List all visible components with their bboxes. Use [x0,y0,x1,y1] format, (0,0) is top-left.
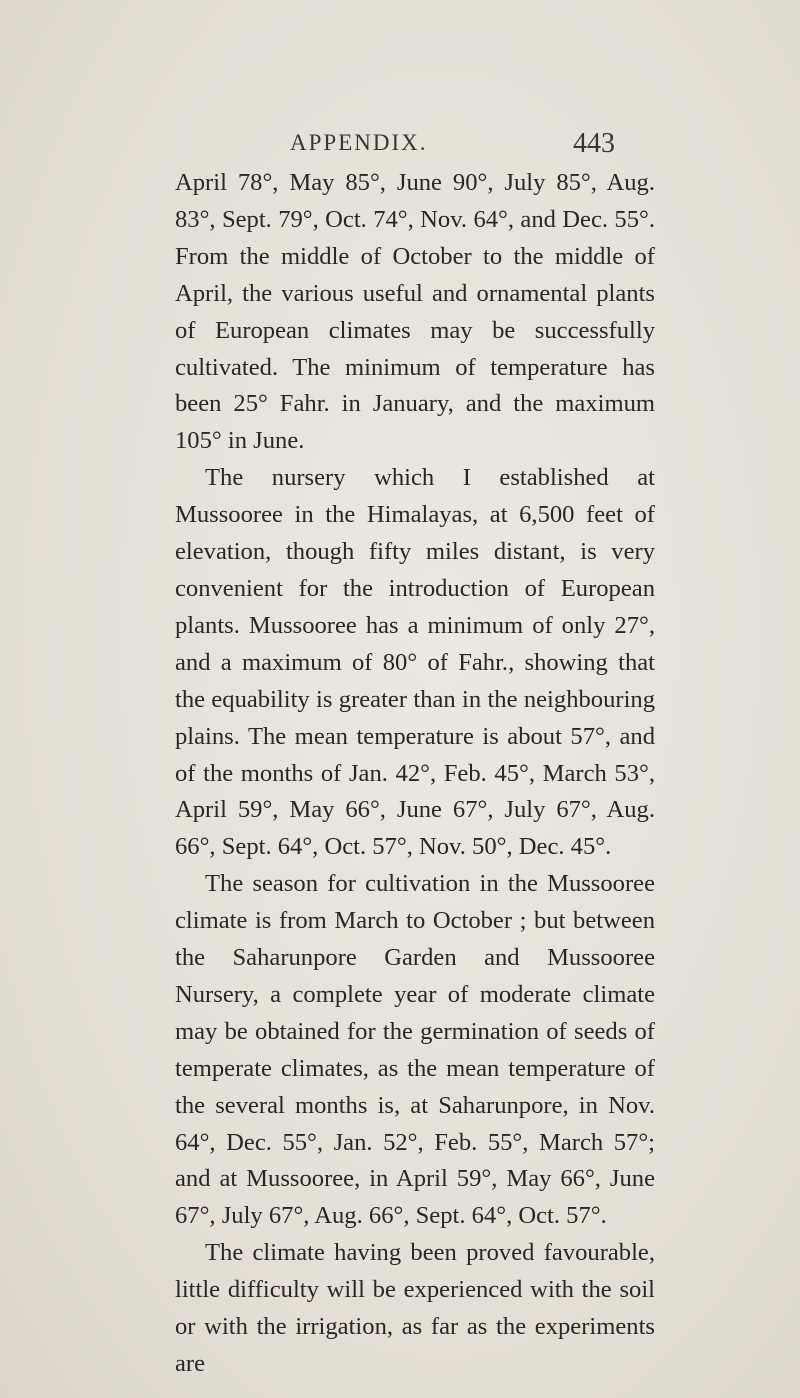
paragraph-4: The climate having been proved favourable, little difficulty will be experienced with the soil or with the irrigation, as far as the experiments are [175,1239,655,1377]
paragraph-1: April 78°, May 85°, June 90°, July 85°, Aug. 83°, Sept. 79°, Oct. 74°, Nov. 64°, and Dec. 55°. From the middle of October to the middle of April, the various useful and ornamental plants of European climates may be successfully cultivated. The minimum of temperature has been 25° Fahr. in January, and the maximum 105° in June. [175,169,655,455]
page-number: 443 [573,128,615,159]
running-title: APPENDIX. [290,130,428,155]
paragraph-3: The season for cultivation in the Mussooree climate is from March to October ; but between the Saharunpore Garden and Mussooree Nursery, a complete year of moderate climate may be obtained for the germination of seeds of temperate climates, as the mean temperature of the several months is, at Saharunpore, in Nov. 64°, Dec. 55°, Jan. 52°, Feb. 55°, March 57°; and at Mussooree, in April 59°, May 66°, June 67°, July 67°, Aug. 66°, Sept. 64°, Oct. 57°. [175,870,655,1230]
body-text [175,165,655,1383]
paragraph-2: The nursery which I established at Mussooree in the Himalayas, at 6,500 feet of elevation, though fifty miles distant, is very convenient for the introduction of European plants. Mussooree has a minimum of only 27°, and a maximum of 80° of Fahr., showing that the equability is greater than in the neighbouring plains. The mean temperature is about 57°, and of the months of Jan. 42°, Feb. 45°, March 53°, April 59°, May 66°, June 67°, July 67°, Aug. 66°, Sept. 64°, Oct. 57°, Nov. 50°, Dec. 45°. [175,464,655,861]
running-head [170,128,615,164]
